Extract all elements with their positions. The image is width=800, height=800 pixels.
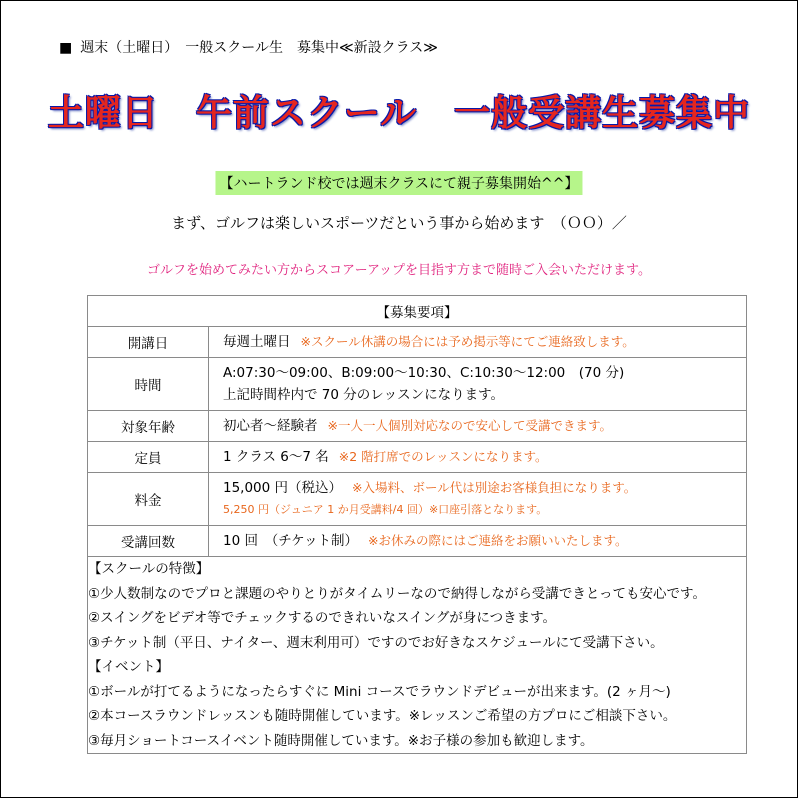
row-value xyxy=(209,327,747,358)
announcement-highlight: 【ハートランド校では週末クラスにて親子募集開始^^】 xyxy=(215,171,582,195)
open-day-note: ※スクール休講の場合には予め掲示等にてご連絡致します。 xyxy=(300,334,635,349)
features-title: 【スクールの特徴】 xyxy=(88,561,210,577)
requirements-title: 【募集要項】 xyxy=(88,296,747,327)
fee-note: ※入場料、ボール代は別途お客様負担になります。 xyxy=(352,480,637,495)
square-bullet-icon: ■ xyxy=(59,40,73,56)
row-label: 定員 xyxy=(88,442,209,473)
row-label: 時間 xyxy=(88,358,209,411)
row-value xyxy=(209,526,747,557)
table-row-age xyxy=(88,411,747,442)
row-label: 受講回数 xyxy=(88,526,209,557)
row-value xyxy=(209,442,747,473)
open-day-value: 毎週土曜日 xyxy=(223,334,291,350)
table-row-time xyxy=(88,358,747,411)
row-value xyxy=(209,411,747,442)
list-item: ②本コースラウンドレッスンも随時開催しています。※レッスンご希望の方プロにご相談下さい。 xyxy=(88,708,677,724)
time-note: 上記時間枠内で 70 分のレッスンになります。 xyxy=(223,387,505,403)
list-item: ①ボールが打てるようになったらすぐに Mini コースでラウンドデビューが出来ます。(2 ヶ月～) xyxy=(88,683,671,700)
row-value xyxy=(209,473,747,526)
count-note: ※お休みの際にはご連絡をお願いいたします。 xyxy=(368,533,628,548)
header-text: 週末（土曜日） 一般スクール生 募集中≪新設クラス≫ xyxy=(80,40,438,56)
table-row-capacity xyxy=(88,442,747,473)
capacity-value: 1 クラス 6～7 名 xyxy=(223,449,329,465)
count-value: 10 回 （チケット制） xyxy=(223,533,359,549)
time-slots: A:07:30～09:00、B:09:00～10:30、C:10:30～12:00 (70 分) xyxy=(223,365,625,381)
junior-fee-note: 5,250 円（ジュニア 1 か月受講料/4 回）※口座引落となります。 xyxy=(223,503,548,516)
features-section xyxy=(88,557,747,754)
intro-text: まず、ゴルフは楽しいスポーツだという事から始めます （ＯＯ）／ xyxy=(171,214,627,232)
list-item: ②スイングをビデオ等でチェックするのできれいなスイングが身につきます。 xyxy=(88,610,556,626)
fee-value: 15,000 円（税込） xyxy=(223,480,343,496)
row-label: 料金 xyxy=(88,473,209,526)
list-item: ①少人数制なのでプロと課題のやりとりがタイムリーなので納得しながら受講できとっても安心です。 xyxy=(88,585,706,602)
banner-title: 土曜日 午前スクール 一般受講生募集中 xyxy=(47,93,751,134)
row-label: 対象年齢 xyxy=(88,411,209,442)
list-item: ③チケット制（平日、ナイター、週末利用可）ですのでお好きなスケジュールにて受講下さい。 xyxy=(88,634,664,651)
row-label: 開講日 xyxy=(88,327,209,358)
age-value: 初心者～経験者 xyxy=(223,418,318,434)
list-item: ③毎月ショートコースイベント随時開催しています。※お子様の参加も歓迎します。 xyxy=(88,732,594,749)
capacity-note: ※2 階打席でのレッスンになります。 xyxy=(338,449,548,464)
table-row-fee xyxy=(88,473,747,526)
enrollment-note: ゴルフを始めてみたい方からスコアーアップを目指す方まで随時ご入会いただけます。 xyxy=(146,263,651,278)
events-title: 【イベント】 xyxy=(88,659,169,675)
row-value xyxy=(209,358,747,411)
header-line xyxy=(59,37,438,57)
features-cell xyxy=(88,557,747,754)
age-note: ※一人一人個別対応なので安心して受講できます。 xyxy=(327,418,612,433)
requirements-table xyxy=(87,295,747,754)
table-row-lesson-count xyxy=(88,526,747,557)
table-row-open-day xyxy=(88,327,747,358)
